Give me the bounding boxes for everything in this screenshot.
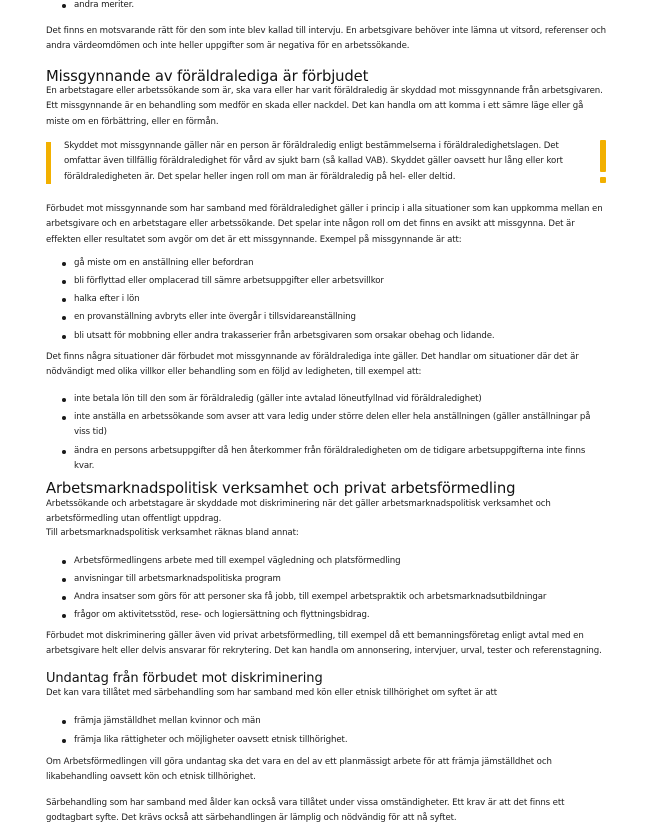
list-item: gå miste om en anställning eller befordran [62, 256, 622, 271]
section-heading: Undantag från förbudet mot diskriminering [46, 671, 323, 686]
list-item: halka efter i lön [62, 292, 622, 307]
list-item: frågor om aktivitetsstöd, rese- och logiersättning och flyttningsbidrag. [62, 608, 622, 623]
section-heading: Arbetsmarknadspolitisk verksamhet och privat arbetsförmedling [46, 480, 516, 497]
bullet-icon [62, 4, 66, 8]
section-paragraph: Förbudet mot missgynnande som har samband med föräldraledighet gäller i princip i alla situationer som kan uppkomma mellan en arbetsgivare och en arbetstagare eller arbetssökande. Det spelar inte någon roll om det finns en avsikt att missgynna. Det är effekten eller resultatet som avgör om det är ett missgynnande. Exempel på missgynnande är att: [46, 204, 603, 245]
section-intro: Till arbetsmarknadspolitisk verksamhet räknas bland annat: [46, 528, 299, 538]
list-item: anvisningar till arbetsmarknadspolitiska program [62, 572, 622, 587]
bullet-icon [62, 596, 66, 600]
list-item: främja jämställdhet mellan kvinnor och män [62, 714, 622, 729]
notice-text: Skyddet mot missgynnande gäller när en person är föräldraledig enligt bestämmelserna i föräldraledighetslagen. Det omfattar även tillfällig föräldraledighet för vård av sjukt barn (så kallad VAB). Skyddet gäller oavsett hur lång eller kort föräldraledigheten är. Det spelar heller ingen roll om man är föräldraledig på hel- eller deltid. [64, 141, 563, 182]
bullet-icon [62, 560, 66, 564]
rights-paragraph: Det finns en motsvarande rätt för den som inte blev kallad till intervju. En arbetsgivare behöver inte lämna ut vitsord, referenser och andra värdeomdömen och inte heller uppgifter som är negativa för en arbetssökande. [46, 26, 607, 52]
bullet-icon [62, 739, 66, 743]
list-item: inte betala lön till den som är föräldraledig (gäller inte avtalad löneutfyllnad vid föräldraledighet) [62, 392, 622, 407]
list-item: en provanställning avbryts eller inte övergår i tillsvidareanställning [62, 310, 622, 325]
bullet-icon [62, 578, 66, 582]
bullet-icon [62, 335, 66, 339]
list-item: andra meriter. [62, 0, 622, 13]
bullet-icon [62, 416, 66, 420]
section-intro: Det kan vara tillåtet med särbehandling som har samband med kön eller etnisk tillhörighet om syftet är att [46, 688, 498, 698]
bullet-icon [62, 614, 66, 618]
section-intro: Arbetssökande och arbetstagare är skyddade mot diskriminering när det gäller arbetsmarknadspolitisk verksamhet och arbetsförmedling utan offentligt uppdrag. [46, 499, 551, 525]
bullet-icon [62, 720, 66, 724]
bullet-icon [62, 262, 66, 266]
section-paragraph: Särbehandling som har samband med ålder kan också vara tillåtet under vissa omständigheter. Ett krav är att det finns ett godtagbart syfte. Det krävs också att särbehandlingen är lämplig och nödvändig för att nå syftet. [46, 798, 565, 824]
bullet-icon [62, 398, 66, 402]
exclamation-icon [600, 140, 606, 172]
list-item: bli utsatt för mobbning eller andra trakasserier från arbetsgivaren som orsakar obehag och lidande. [62, 329, 622, 344]
bullet-icon [62, 450, 66, 454]
bullet-icon [62, 298, 66, 302]
bullet-icon [62, 280, 66, 284]
notice-accent-bar [46, 142, 51, 184]
section-paragraph: Om Arbetsförmedlingen vill göra undantag ska det vara en del av ett planmässigt arbete för att främja jämställdhet och likabehandling oavsett kön och etnisk tillhörighet. [46, 757, 552, 783]
bullet-icon [62, 316, 66, 320]
section-heading: Missgynnande av föräldralediga är förbjudet [46, 68, 369, 85]
section-paragraph: Förbudet mot diskriminering gäller även vid privat arbetsförmedling, till exempel då ett bemanningsföretag enligt avtal med en arbetsgivare helt eller delvis ansvarar för rekrytering. Det kan handla om annonsering, intervjuer, urval, tester och referenstagning. [46, 631, 602, 657]
list-item: inte anställa en arbetssökande som avser att vara ledig under större delen eller hela anställningen (gäller anställningar på viss tid) [62, 410, 602, 441]
list-item: Arbetsförmedlingens arbete med till exempel vägledning och platsförmedling [62, 554, 622, 569]
list-item: främja lika rättigheter och möjligheter oavsett etnisk tillhörighet. [62, 733, 622, 748]
list-item: Andra insatser som görs för att personer ska få jobb, till exempel arbetspraktik och arbetsmarknadsutbildningar [62, 590, 622, 605]
list-item: ändra en persons arbetsuppgifter då hen återkommer från föräldraledigheten om de tidigare arbetsuppgifterna inte finns kvar. [62, 444, 602, 475]
section-intro: En arbetstagare eller arbetssökande som är, ska vara eller har varit föräldraledig är skyddad mot missgynnande från arbetsgivaren. Ett missgynnande är en behandling som medför en skada eller nackdel. Det kan handla om att komma i ett sämre läge eller gå miste om en förbättring, eller en förmån. [46, 86, 603, 127]
section-paragraph: Det finns några situationer där förbudet mot missgynnande av föräldralediga inte gäller. Det handlar om situationer där det är nödvändigt med olika villkor eller behandling som en följd av ledigheten, till exempel att: [46, 352, 579, 378]
list-item: bli förflyttad eller omplacerad till sämre arbetsuppgifter eller arbetsvillkor [62, 274, 622, 289]
exclamation-dot-icon [600, 177, 606, 183]
